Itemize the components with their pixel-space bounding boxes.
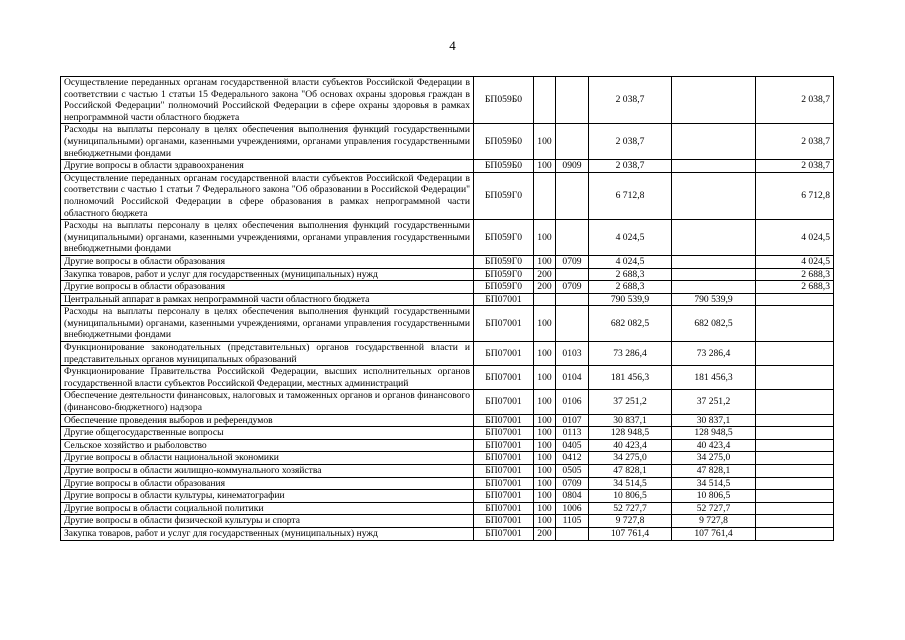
table-row: [61, 390, 834, 414]
total-amount-cell: 2 688,3: [589, 268, 672, 281]
target-code-cell: БП07001: [474, 490, 534, 503]
subvention-amount-cell: 2 038,7: [756, 124, 834, 160]
expense-type-cell: 100: [534, 427, 556, 440]
total-amount-cell: 4 024,5: [589, 255, 672, 268]
table-row: [61, 414, 834, 427]
total-amount-cell: 73 286,4: [589, 342, 672, 366]
total-amount-cell: 37 251,2: [589, 390, 672, 414]
expense-type-cell: 100: [534, 452, 556, 465]
amount-cell: [672, 220, 756, 256]
expense-name-cell: Другие вопросы в области образования: [61, 255, 474, 268]
expense-name-cell: Осуществление переданных органам государственной власти субъектов Российской Федерации в соответствии с частью 1 статьи 7 Федерального закона "Об образовании в Российской Федерации" полномочий Российской Федерации в сфере образования в рамках непрограммной части областного бюджета: [61, 172, 474, 219]
subvention-amount-cell: 2 038,7: [756, 77, 834, 124]
expense-name-cell: Функционирование Правительства Российской Федерации, высших исполнительных органов государственной власти субъектов Российской Федерации, местных администраций: [61, 366, 474, 390]
subvention-amount-cell: [756, 342, 834, 366]
section-code-cell: 1006: [556, 502, 589, 515]
expense-name-cell: Другие вопросы в области социальной политики: [61, 502, 474, 515]
target-code-cell: БП059Б0: [474, 77, 534, 124]
section-code-cell: 0104: [556, 366, 589, 390]
subvention-amount-cell: [756, 293, 834, 306]
table-body: [61, 77, 834, 541]
section-code-cell: 0106: [556, 390, 589, 414]
expense-type-cell: 100: [534, 255, 556, 268]
table-row: [61, 490, 834, 503]
page-number: 4: [449, 38, 456, 53]
section-code-cell: 0103: [556, 342, 589, 366]
amount-cell: 37 251,2: [672, 390, 756, 414]
expense-type-cell: 100: [534, 366, 556, 390]
target-code-cell: БП059Г0: [474, 281, 534, 294]
target-code-cell: БП07001: [474, 477, 534, 490]
amount-cell: 30 837,1: [672, 414, 756, 427]
total-amount-cell: 30 837,1: [589, 414, 672, 427]
section-code-cell: 0709: [556, 255, 589, 268]
total-amount-cell: 682 082,5: [589, 306, 672, 342]
expense-name-cell: Функционирование законодательных (представительных) органов государственной власти и представительных органов муниципальных образований: [61, 342, 474, 366]
table-row: [61, 124, 834, 160]
total-amount-cell: 52 727,7: [589, 502, 672, 515]
table-row: [61, 477, 834, 490]
section-code-cell: 0405: [556, 439, 589, 452]
amount-cell: [672, 172, 756, 219]
expense-name-cell: Другие общегосударственные вопросы: [61, 427, 474, 440]
total-amount-cell: 181 456,3: [589, 366, 672, 390]
target-code-cell: БП059Г0: [474, 220, 534, 256]
table-row: [61, 281, 834, 294]
total-amount-cell: 9 727,8: [589, 515, 672, 528]
section-code-cell: 0709: [556, 281, 589, 294]
expense-type-cell: 100: [534, 515, 556, 528]
target-code-cell: БП059Г0: [474, 268, 534, 281]
expense-name-cell: Закупка товаров, работ и услуг для государственных (муниципальных) нужд: [61, 268, 474, 281]
expense-type-cell: [534, 172, 556, 219]
amount-cell: 682 082,5: [672, 306, 756, 342]
amount-cell: 790 539,9: [672, 293, 756, 306]
expense-name-cell: Другие вопросы в области образования: [61, 477, 474, 490]
amount-cell: 34 275,0: [672, 452, 756, 465]
target-code-cell: БП07001: [474, 465, 534, 478]
expense-name-cell: Другие вопросы в области физической культуры и спорта: [61, 515, 474, 528]
subvention-amount-cell: [756, 465, 834, 478]
expense-name-cell: Расходы на выплаты персоналу в целях обеспечения выполнения функций государственными (муниципальными) органами, казенными учреждениями, органами управления государственными внебюджетными фондами: [61, 220, 474, 256]
amount-cell: 47 828,1: [672, 465, 756, 478]
total-amount-cell: 34 275,0: [589, 452, 672, 465]
expense-type-cell: [534, 293, 556, 306]
section-code-cell: 0107: [556, 414, 589, 427]
expense-type-cell: 200: [534, 281, 556, 294]
section-code-cell: [556, 293, 589, 306]
target-code-cell: БП07001: [474, 515, 534, 528]
expense-name-cell: Другие вопросы в области образования: [61, 281, 474, 294]
amount-cell: 9 727,8: [672, 515, 756, 528]
expense-type-cell: 100: [534, 465, 556, 478]
total-amount-cell: 40 423,4: [589, 439, 672, 452]
table-row: [61, 439, 834, 452]
amount-cell: 40 423,4: [672, 439, 756, 452]
expense-type-cell: 100: [534, 306, 556, 342]
expense-name-cell: Сельское хозяйство и рыболовство: [61, 439, 474, 452]
amount-cell: [672, 268, 756, 281]
total-amount-cell: 6 712,8: [589, 172, 672, 219]
section-code-cell: 0505: [556, 465, 589, 478]
section-code-cell: 0909: [556, 160, 589, 173]
total-amount-cell: 34 514,5: [589, 477, 672, 490]
total-amount-cell: 128 948,5: [589, 427, 672, 440]
table-row: [61, 502, 834, 515]
subvention-amount-cell: 6 712,8: [756, 172, 834, 219]
amount-cell: [672, 124, 756, 160]
section-code-cell: 0113: [556, 427, 589, 440]
expense-name-cell: Обеспечение проведения выборов и референдумов: [61, 414, 474, 427]
section-code-cell: [556, 124, 589, 160]
subvention-amount-cell: [756, 306, 834, 342]
amount-cell: 128 948,5: [672, 427, 756, 440]
table-row: [61, 366, 834, 390]
table-row: [61, 220, 834, 256]
total-amount-cell: 2 038,7: [589, 77, 672, 124]
target-code-cell: БП059Б0: [474, 124, 534, 160]
target-code-cell: БП07001: [474, 527, 534, 540]
section-code-cell: [556, 268, 589, 281]
target-code-cell: БП07001: [474, 414, 534, 427]
amount-cell: 34 514,5: [672, 477, 756, 490]
subvention-amount-cell: 2 038,7: [756, 160, 834, 173]
target-code-cell: БП07001: [474, 342, 534, 366]
table-row: [61, 515, 834, 528]
expense-name-cell: Другие вопросы в области национальной экономики: [61, 452, 474, 465]
amount-cell: [672, 160, 756, 173]
target-code-cell: БП059Г0: [474, 255, 534, 268]
target-code-cell: БП07001: [474, 452, 534, 465]
table-row: [61, 77, 834, 124]
amount-cell: 52 727,7: [672, 502, 756, 515]
subvention-amount-cell: [756, 515, 834, 528]
expense-name-cell: Закупка товаров, работ и услуг для государственных (муниципальных) нужд: [61, 527, 474, 540]
target-code-cell: БП07001: [474, 306, 534, 342]
table-row: [61, 527, 834, 540]
section-code-cell: 0709: [556, 477, 589, 490]
table-row: [61, 342, 834, 366]
expense-type-cell: 100: [534, 439, 556, 452]
expense-type-cell: 100: [534, 477, 556, 490]
amount-cell: 181 456,3: [672, 366, 756, 390]
subvention-amount-cell: 4 024,5: [756, 220, 834, 256]
subvention-amount-cell: [756, 502, 834, 515]
target-code-cell: БП07001: [474, 439, 534, 452]
section-code-cell: 0804: [556, 490, 589, 503]
expense-type-cell: 200: [534, 527, 556, 540]
target-code-cell: БП07001: [474, 390, 534, 414]
table-row: [61, 160, 834, 173]
subvention-amount-cell: [756, 414, 834, 427]
amount-cell: [672, 255, 756, 268]
table-row: [61, 452, 834, 465]
table-row: [61, 268, 834, 281]
subvention-amount-cell: [756, 527, 834, 540]
total-amount-cell: 4 024,5: [589, 220, 672, 256]
expense-type-cell: 100: [534, 342, 556, 366]
expense-name-cell: Расходы на выплаты персоналу в целях обеспечения выполнения функций государственными (муниципальными) органами, казенными учреждениями, органами управления государственными внебюджетными фондами: [61, 306, 474, 342]
table-row: [61, 306, 834, 342]
expense-type-cell: 100: [534, 160, 556, 173]
expense-name-cell: Другие вопросы в области культуры, кинематографии: [61, 490, 474, 503]
amount-cell: [672, 77, 756, 124]
expense-name-cell: Обеспечение деятельности финансовых, налоговых и таможенных органов и органов финансового (финансово-бюджетного) надзора: [61, 390, 474, 414]
expense-type-cell: 100: [534, 414, 556, 427]
expense-type-cell: 100: [534, 502, 556, 515]
table-row: [61, 172, 834, 219]
total-amount-cell: 790 539,9: [589, 293, 672, 306]
expense-name-cell: Расходы на выплаты персоналу в целях обеспечения выполнения функций государственными (муниципальными) органами, казенными учреждениями, органами управления государственными внебюджетными фондами: [61, 124, 474, 160]
section-code-cell: 0412: [556, 452, 589, 465]
subvention-amount-cell: [756, 390, 834, 414]
section-code-cell: [556, 220, 589, 256]
total-amount-cell: 107 761,4: [589, 527, 672, 540]
total-amount-cell: 10 806,5: [589, 490, 672, 503]
expense-name-cell: Другие вопросы в области здравоохранения: [61, 160, 474, 173]
section-code-cell: [556, 172, 589, 219]
expense-type-cell: [534, 77, 556, 124]
section-code-cell: [556, 77, 589, 124]
subvention-amount-cell: 2 688,3: [756, 268, 834, 281]
subvention-amount-cell: [756, 490, 834, 503]
expense-type-cell: 100: [534, 220, 556, 256]
subvention-amount-cell: [756, 452, 834, 465]
expense-type-cell: 200: [534, 268, 556, 281]
expense-type-cell: 100: [534, 390, 556, 414]
section-code-cell: [556, 527, 589, 540]
total-amount-cell: 47 828,1: [589, 465, 672, 478]
target-code-cell: БП07001: [474, 366, 534, 390]
amount-cell: 107 761,4: [672, 527, 756, 540]
amount-cell: 73 286,4: [672, 342, 756, 366]
subvention-amount-cell: 2 688,3: [756, 281, 834, 294]
expense-name-cell: Осуществление переданных органам государственной власти субъектов Российской Федерации в соответствии с частью 1 статьи 15 Федерального закона "Об основах охраны здоровья граждан в Российской Федерации" полномочий Российской Федерации в сфере охраны здоровья в рамках непрограммной части областного бюджета: [61, 77, 474, 124]
section-code-cell: [556, 306, 589, 342]
section-code-cell: 1105: [556, 515, 589, 528]
target-code-cell: БП07001: [474, 502, 534, 515]
expense-type-cell: 100: [534, 490, 556, 503]
target-code-cell: БП07001: [474, 293, 534, 306]
expense-name-cell: Другие вопросы в области жилищно-коммунального хозяйства: [61, 465, 474, 478]
total-amount-cell: 2 038,7: [589, 124, 672, 160]
subvention-amount-cell: [756, 427, 834, 440]
subvention-amount-cell: 4 024,5: [756, 255, 834, 268]
total-amount-cell: 2 038,7: [589, 160, 672, 173]
subvention-amount-cell: [756, 439, 834, 452]
budget-table: [60, 76, 834, 541]
amount-cell: 10 806,5: [672, 490, 756, 503]
total-amount-cell: 2 688,3: [589, 281, 672, 294]
target-code-cell: БП059Г0: [474, 172, 534, 219]
table-row: [61, 465, 834, 478]
table-row: [61, 427, 834, 440]
target-code-cell: БП07001: [474, 427, 534, 440]
table-row: [61, 293, 834, 306]
amount-cell: [672, 281, 756, 294]
subvention-amount-cell: [756, 477, 834, 490]
table-row: [61, 255, 834, 268]
subvention-amount-cell: [756, 366, 834, 390]
target-code-cell: БП059Б0: [474, 160, 534, 173]
expense-type-cell: 100: [534, 124, 556, 160]
expense-name-cell: Центральный аппарат в рамках непрограммной части областного бюджета: [61, 293, 474, 306]
